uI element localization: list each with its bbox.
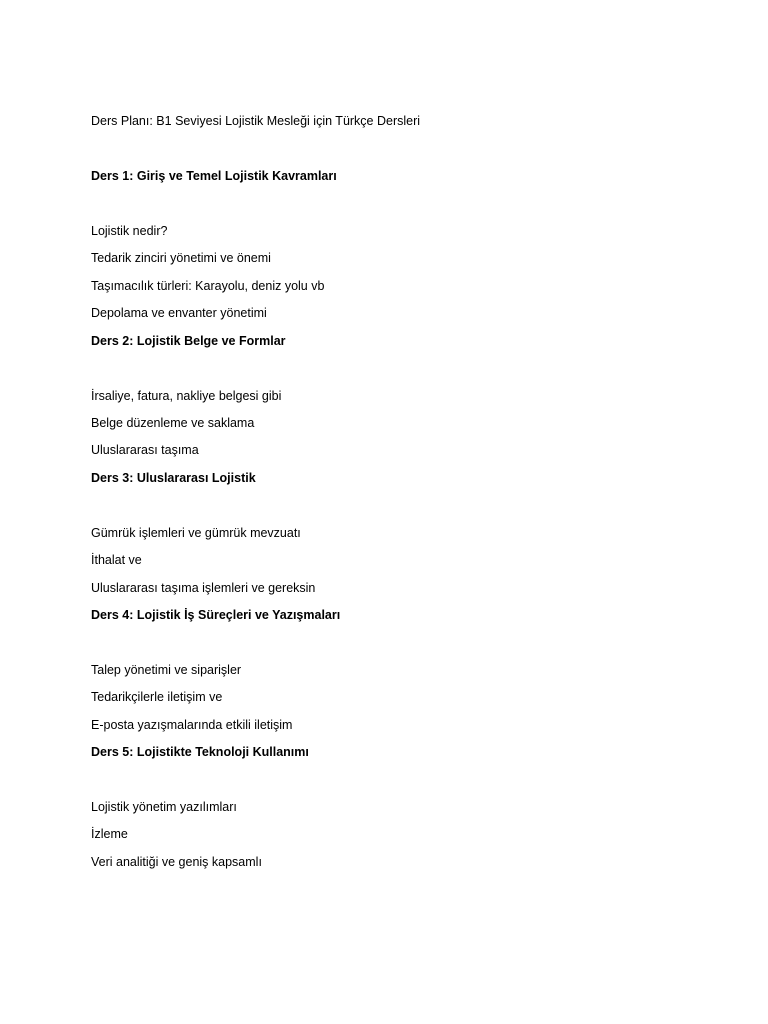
list-item: İzleme: [91, 827, 128, 842]
lesson-heading: Ders 1: Giriş ve Temel Lojistik Kavramları: [91, 169, 337, 183]
lesson-heading: Ders 2: Lojistik Belge ve Formlar: [91, 333, 286, 348]
list-item: Uluslararası taşıma: [91, 443, 199, 458]
page-title: Ders Planı: B1 Seviyesi Lojistik Mesleği için Türkçe Dersleri: [91, 114, 421, 128]
list-item: Veri analitiği ve geniş kapsamlı: [91, 854, 262, 869]
list-item: Talep yönetimi ve siparişler: [91, 662, 242, 677]
lesson-heading: Ders 5: Lojistikte Teknoloji Kullanımı: [91, 745, 309, 760]
lesson-heading: Ders 3: Uluslararası Lojistik: [91, 470, 256, 485]
document-body: [91, 112, 691, 872]
list-item: İrsaliye, fatura, nakliye belgesi gibi: [91, 388, 282, 403]
list-item: Uluslararası taşıma işlemleri ve gereksin: [91, 580, 316, 595]
list-item: İthalat ve: [91, 553, 142, 568]
list-item: Depolama ve envanter yönetimi: [91, 306, 267, 321]
list-item: Belge düzenleme ve saklama: [91, 415, 255, 430]
list-item: Taşımacılık türleri: Karayolu, deniz yolu vb: [91, 278, 325, 293]
list-item: Lojistik yönetim yazılımları: [91, 800, 237, 815]
list-item: Gümrük işlemleri ve gümrük mevzuatı: [91, 525, 301, 540]
list-item: Tedarik zinciri yönetimi ve önemi: [91, 251, 271, 266]
list-item: Tedarikçilerle iletişim ve: [91, 690, 223, 705]
list-item: E-posta yazışmalarında etkili iletişim: [91, 717, 293, 732]
lesson-heading: Ders 4: Lojistik İş Süreçleri ve Yazışmaları: [91, 607, 341, 622]
list-item: Lojistik nedir?: [91, 224, 168, 238]
